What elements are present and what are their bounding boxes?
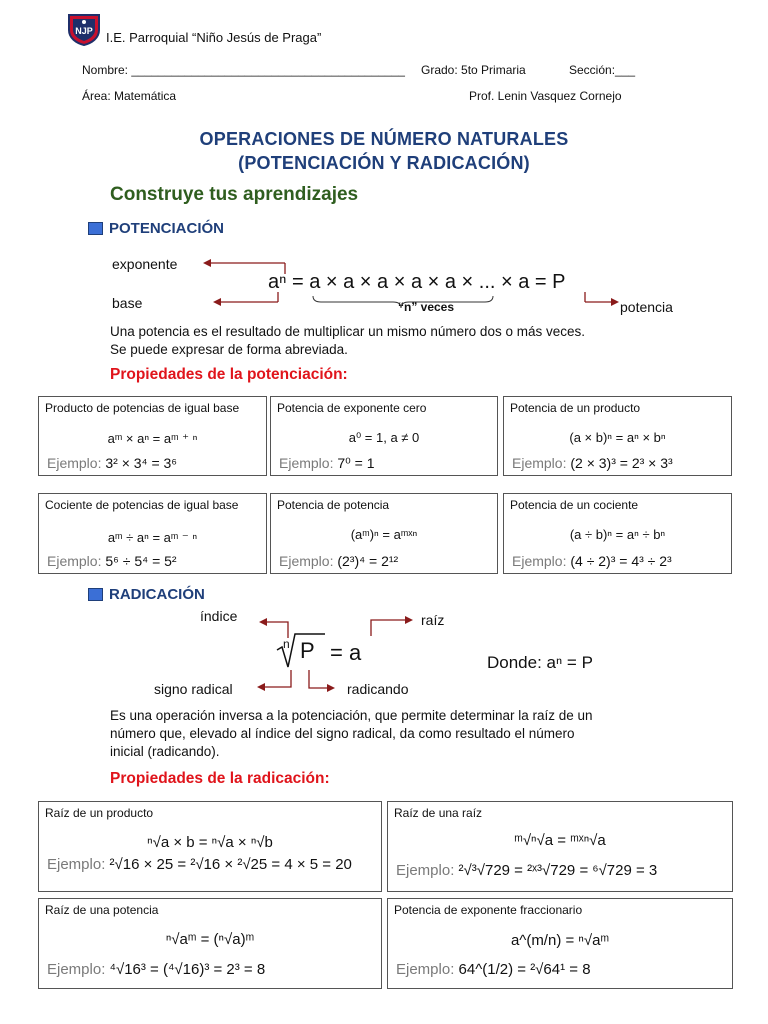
name-field[interactable]: Nombre: _________________________________________ (82, 63, 405, 77)
prop-title: Potencia de exponente fraccionario (394, 903, 583, 917)
power-formula: aⁿ = a × a × a × a × a × ... × a = P (268, 271, 566, 293)
grade-label: Grado: 5to Primaria (421, 63, 526, 77)
school-name: I.E. Parroquial “Niño Jesús de Praga” (106, 30, 322, 45)
section-potenciacion (88, 220, 224, 237)
root-result: = a (330, 640, 362, 665)
prop-box (387, 801, 733, 892)
exponent-label: exponente (112, 256, 178, 272)
prop-example: Ejemplo: (4 ÷ 2)³ = 4³ ÷ 2³ (512, 553, 672, 569)
prop-formula: (a × b)ⁿ = aⁿ × bⁿ (569, 430, 666, 445)
section-heading: RADICACIÓN (109, 586, 205, 603)
page-subtitle: Construye tus aprendizajes (110, 184, 359, 205)
section-field[interactable]: Sección:___ (569, 63, 636, 77)
prop-title: Producto de potencias de igual base (45, 401, 240, 415)
prop-title: Potencia de potencia (277, 498, 390, 512)
result-label: potencia (620, 299, 673, 315)
sign-label: signo radical (154, 681, 233, 697)
section-radicacion (88, 586, 205, 603)
prop-example: Ejemplo: ²√³√729 = ²ˣ³√729 = ⁶√729 = 3 (396, 862, 658, 879)
radicacion-text-2: número que, elevado al índice del signo radical, da como resultado el número (110, 726, 575, 741)
prop-example: Ejemplo: ²√16 × 25 = ²√16 × ²√25 = 4 × 5 = 20 (47, 856, 352, 873)
times-label: “n” veces (398, 300, 455, 314)
prop-formula: a⁰ = 1, a ≠ 0 (348, 430, 420, 445)
school-logo (66, 12, 102, 46)
radicand: P (300, 638, 315, 663)
prop-example: Ejemplo: 5⁶ ÷ 5⁴ = 5² (47, 553, 177, 569)
area-label: Área: Matemática (82, 89, 177, 103)
prop-example: Ejemplo: 7⁰ = 1 (279, 455, 375, 471)
prop-formula: (a ÷ b)ⁿ = aⁿ ÷ bⁿ (569, 527, 666, 542)
prop-formula: aᵐ ÷ aⁿ = aᵐ ⁻ ⁿ (107, 530, 198, 545)
power-diagram-arrows (195, 252, 635, 320)
radical-diagram-lines (255, 612, 425, 696)
radicacion-text-1: Es una operación inversa a la potenciación, que permite determinar la raíz de un (110, 708, 593, 723)
prop-example: Ejemplo: 3² × 3⁴ = 3⁶ (47, 455, 178, 471)
props-radicacion-heading: Propiedades de la radicación: (110, 770, 330, 787)
prop-title: Raíz de una potencia (45, 903, 159, 917)
prop-example: Ejemplo: ⁴√16³ = (⁴√16)³ = 2³ = 8 (47, 961, 266, 978)
prop-box (387, 898, 733, 989)
prop-title: Potencia de un cociente (510, 498, 639, 512)
radicacion-text-3: inicial (radicando). (110, 744, 220, 759)
prop-box (38, 801, 382, 892)
svg-text:NJP: NJP (75, 26, 93, 36)
prop-box (503, 396, 732, 476)
prop-box (270, 493, 498, 574)
index-label: índice (200, 608, 238, 624)
page-title: OPERACIONES DE NÚMERO NATURALES (199, 129, 569, 149)
props-potenciacion-heading: Propiedades de la potenciación: (110, 366, 348, 383)
page-title-line2: (POTENCIACIÓN Y RADICACIÓN) (238, 153, 530, 173)
root-index: n (283, 637, 290, 651)
prop-box (503, 493, 732, 574)
prop-box (270, 396, 498, 476)
radicand-label: radicando (347, 681, 409, 697)
prop-formula: a^(m/n) = ⁿ√aᵐ (510, 932, 610, 949)
section-heading: POTENCIACIÓN (109, 220, 225, 237)
prop-box (38, 898, 382, 989)
teacher-label: Prof. Lenin Vasquez Cornejo (469, 89, 622, 103)
prop-formula: (aᵐ)ⁿ = aᵐˣⁿ (350, 527, 418, 542)
prop-box (38, 493, 267, 574)
prop-formula: aᵐ × aⁿ = aᵐ ⁺ ⁿ (107, 431, 198, 446)
base-label: base (112, 295, 143, 311)
prop-formula: ᵐ√ⁿ√a = ᵐˣⁿ√a (514, 832, 606, 849)
prop-title: Raíz de un producto (45, 806, 154, 820)
prop-title: Cociente de potencias de igual base (45, 498, 239, 512)
prop-box (38, 396, 267, 476)
prop-example: Ejemplo: 64^(1/2) = ²√64¹ = 8 (396, 961, 591, 978)
prop-title: Potencia de un producto (510, 401, 641, 415)
radical-sign-icon (277, 634, 325, 667)
prop-formula: ⁿ√a × b = ⁿ√a × ⁿ√b (147, 834, 273, 851)
prop-example: Ejemplo: (2³)⁴ = 2¹² (279, 553, 399, 569)
prop-title: Raíz de una raíz (394, 806, 483, 820)
potenciacion-text-2: Se puede expresar de forma abreviada. (110, 342, 348, 357)
square-bullet-icon (88, 588, 103, 601)
prop-formula: ⁿ√aᵐ = (ⁿ√a)ᵐ (165, 931, 255, 948)
potenciacion-text-1: Una potencia es el resultado de multiplicar un mismo número dos o más veces. (110, 324, 585, 339)
prop-example: Ejemplo: (2 × 3)³ = 2³ × 3³ (512, 455, 673, 471)
prop-title: Potencia de exponente cero (277, 401, 427, 415)
root-label: raíz (421, 612, 445, 628)
where-formula: Donde: aⁿ = P (487, 653, 593, 672)
square-bullet-icon (88, 222, 103, 235)
